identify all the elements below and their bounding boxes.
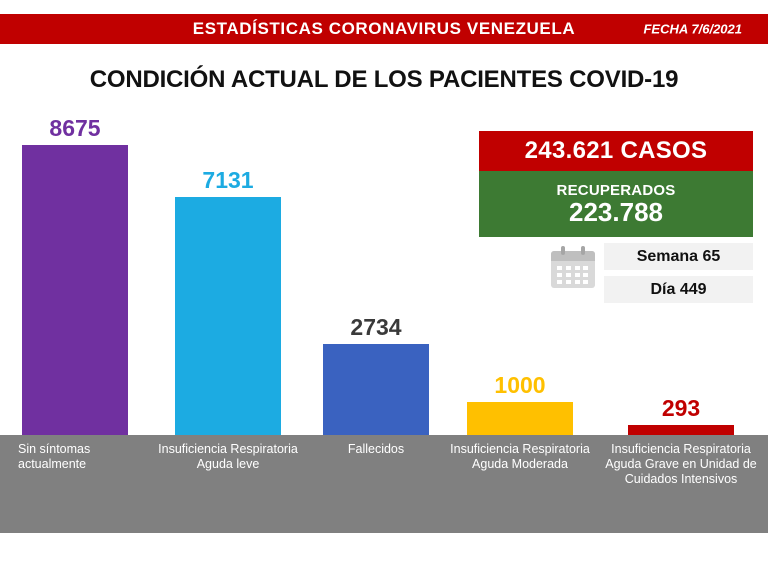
chart-title: CONDICIÓN ACTUAL DE LOS PACIENTES COVID-19	[89, 66, 679, 93]
bar-column	[306, 110, 446, 435]
week-counter	[604, 243, 753, 270]
bar	[22, 145, 128, 435]
bar-value-label: 8675	[49, 115, 101, 141]
calendar-icon	[551, 246, 595, 288]
recovered-badge	[479, 171, 753, 237]
bar-value-label: 293	[661, 395, 701, 421]
recovered-label: RECUPERADOS	[556, 181, 676, 199]
bar	[175, 197, 281, 435]
bar	[628, 425, 734, 435]
bar-value-label: 1000	[494, 372, 546, 398]
category-axis	[0, 435, 768, 533]
day-counter	[604, 276, 753, 303]
bar	[323, 344, 429, 435]
recovered-value: 223.788	[569, 196, 663, 227]
banner-title: ESTADÍSTICAS CORONAVIRUS VENEZUELA	[192, 19, 576, 38]
category-label: Insuficiencia Respiratoria Aguda leve	[158, 442, 298, 471]
total-cases-badge	[479, 131, 753, 171]
bar-column	[0, 110, 150, 435]
category-label: Fallecidos	[347, 442, 405, 456]
header-banner	[0, 14, 768, 44]
footer-strip	[0, 533, 768, 568]
bar-value-label: 7131	[202, 167, 254, 193]
category-label: Sin síntomas actualmente	[18, 442, 91, 471]
day-value: Día 449	[650, 280, 707, 298]
total-cases-value: 243.621 CASOS	[524, 137, 708, 164]
bar	[467, 402, 573, 435]
banner-date: FECHA 7/6/2021	[643, 21, 742, 37]
bar-value-label: 2734	[350, 314, 402, 340]
category-label: Insuficiencia Respiratoria Aguda Moderada	[450, 442, 590, 471]
week-value: Semana 65	[636, 247, 721, 265]
bar-column	[150, 110, 306, 435]
category-label: Insuficiencia Respiratoria Aguda Grave en Unidad de Cuidados Intensivos	[605, 442, 757, 486]
